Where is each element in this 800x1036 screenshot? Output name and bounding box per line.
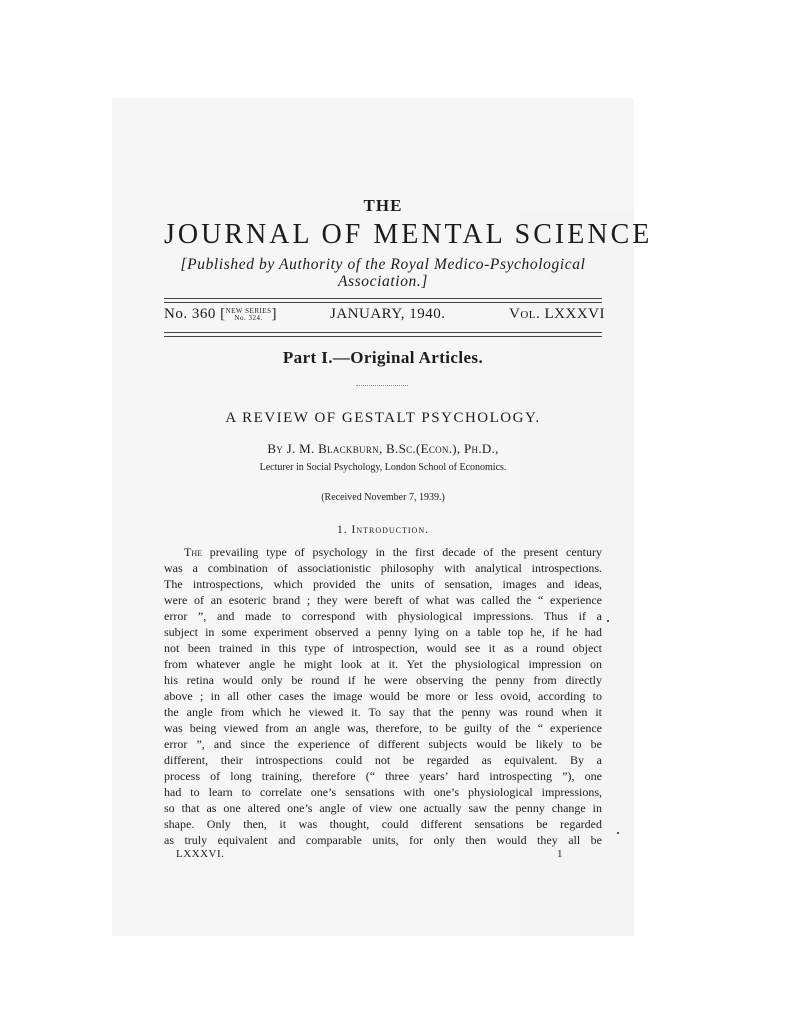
author-affiliation: Lecturer in Social Psychology, London School of Economics.	[259, 462, 507, 473]
issue-date: JANUARY, 1940.	[330, 306, 446, 322]
issue-number-text: No. 360	[164, 306, 216, 322]
issue-volume: Vol. LXXXVI	[509, 306, 605, 322]
series-top: NEW SERIES	[225, 306, 272, 315]
body-line: shape. Only then, it was thought, could different sensations be regarded	[164, 817, 602, 831]
body-line: had to learn to correlate one’s sensations with one’s physiological impressions,	[164, 785, 602, 799]
body-line: not been trained in this type of introspection, would see it as a round object	[164, 641, 602, 655]
rule-top-2	[164, 302, 602, 303]
scan-speck	[607, 620, 609, 622]
body-line: was being viewed from an angle was, therefore, to be guilty of the “ experience	[164, 721, 602, 735]
publisher-line-1: [Published by Authority of the Royal Medico-Psychological	[180, 256, 586, 273]
body-first-word: The	[184, 545, 202, 559]
body-line: as truly equivalent and comparable units, for only then would they all be	[164, 833, 602, 847]
body-line: error ”, and made to correspond with physiological impressions. Thus if a	[164, 609, 602, 623]
rule-bottom-1	[164, 332, 602, 333]
body-line: from whatever angle he might look at it. Yet the physiological impression on	[164, 657, 602, 671]
series-bracket-close: ]	[271, 306, 277, 322]
body-line: The introspections, which provided the units of sensation, images and ideas,	[164, 577, 602, 591]
rule-top-1	[164, 298, 602, 299]
body-line-text: prevailing type of psychology in the first decade of the present century	[202, 545, 602, 559]
body-line: his retina would only be round if he were observing the penny from directly	[164, 673, 602, 687]
body-line	[184, 544, 602, 560]
part-heading: Part I.—Original Articles.	[282, 348, 484, 367]
footer-page-number: 1	[557, 848, 563, 860]
journal-title: JOURNAL OF MENTAL SCIENCE	[164, 219, 653, 250]
article-title: A REVIEW OF GESTALT PSYCHOLOGY.	[225, 410, 541, 426]
body-line: so that as one altered one’s angle of view one actually saw the penny change in	[164, 801, 602, 815]
section-heading: 1. Introduction.	[337, 524, 429, 536]
body-line: different, their introspections could not be regarded as equivalent. By a	[164, 753, 602, 767]
footer-volume: LXXXVI.	[176, 848, 225, 860]
publisher-line-2: Association.]	[337, 273, 429, 290]
body-line: above ; in all other cases the image would be more or less ovoid, according to	[164, 689, 602, 703]
received-date: (Received November 7, 1939.)	[321, 492, 445, 503]
series-bracket: [	[220, 306, 226, 322]
issue-number	[164, 306, 277, 323]
body-line: error ”, and since the experience of different subjects would be likely to be	[164, 737, 602, 751]
ornament-divider	[356, 385, 408, 386]
series-bottom: No. 324.	[234, 313, 263, 322]
body-line: were of an esoteric brand ; they were bereft of what was called the “ experience	[164, 593, 602, 607]
rule-bottom-2	[164, 336, 602, 337]
scan-speck	[617, 832, 619, 834]
body-line: was a combination of associationistic philosophy with analytical introspections.	[164, 561, 602, 575]
body-line: the angle from which he viewed it. To say that the penny was round when it	[164, 705, 602, 719]
masthead-the: THE	[363, 196, 403, 215]
body-line: subject in some experiment observed a penny lying on a table top he, if he had	[164, 625, 602, 639]
series-note	[226, 308, 272, 322]
body-line: process of long training, therefore (“ three years’ hard introspecting ”), one	[164, 769, 602, 783]
article-author: By J. M. Blackburn, B.Sc.(Econ.), Ph.D.,	[267, 441, 499, 456]
